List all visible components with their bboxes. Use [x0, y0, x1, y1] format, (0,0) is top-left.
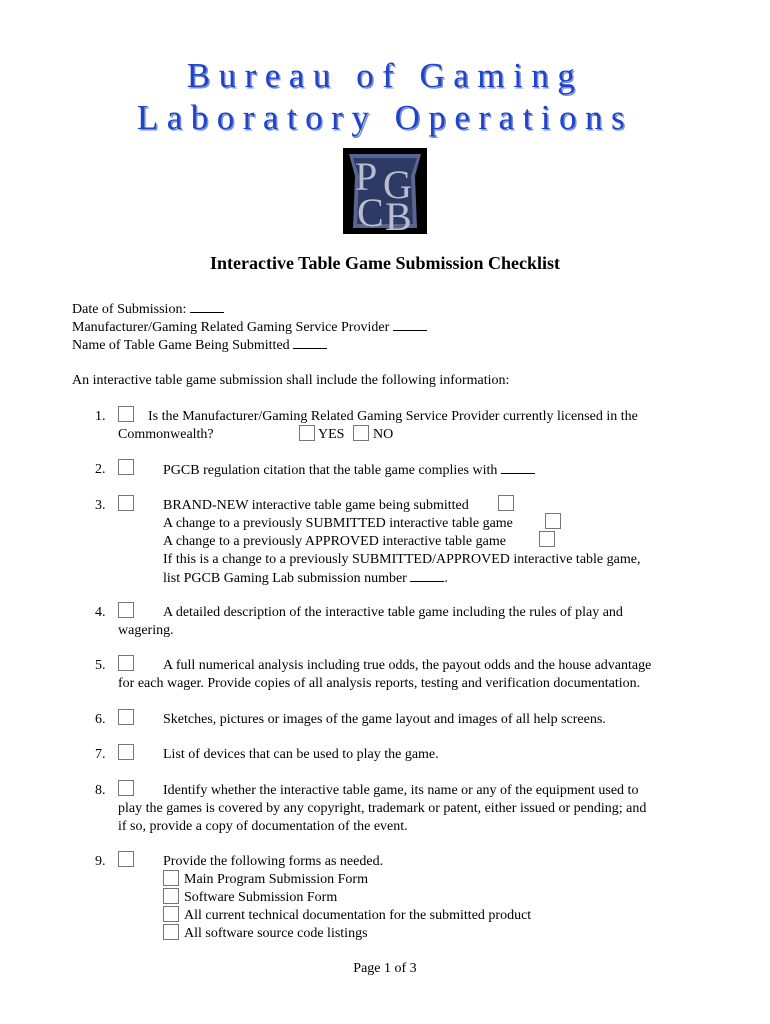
item-6-text: Sketches, pictures or images of the game layout and images of all help screens. — [163, 712, 606, 727]
item-1-text: Is the Manufacturer/Gaming Related Gaming Service Provider currently licensed in the — [148, 409, 638, 424]
item-number: 2. — [95, 462, 106, 477]
date-label: Date of Submission: — [72, 302, 187, 317]
item-number: 4. — [95, 605, 106, 620]
form-item: All software source code listings — [184, 926, 368, 941]
svg-text:C: C — [357, 190, 384, 234]
submission-number-blank[interactable] — [410, 569, 444, 582]
regulation-blank[interactable] — [501, 461, 535, 474]
item-number: 8. — [95, 783, 106, 798]
form-item: Main Program Submission Form — [184, 872, 368, 887]
software-form-checkbox[interactable] — [163, 888, 179, 904]
intro-text: An interactive table game submission shall include the following information: — [72, 373, 510, 388]
manufacturer-blank[interactable] — [393, 318, 427, 331]
item-number: 7. — [95, 747, 106, 762]
item-7-text: List of devices that can be used to play the game. — [163, 747, 439, 762]
submission-number-period: . — [444, 571, 448, 586]
item-4-text: A detailed description of the interactive table game including the rules of play and — [163, 605, 623, 620]
item-5-checkbox[interactable] — [118, 655, 134, 671]
change-note-text: If this is a change to a previously SUBMITTED/APPROVED interactive table game, — [163, 552, 641, 567]
item-5-text: A full numerical analysis including true odds, the payout odds and the house advantage — [163, 658, 652, 673]
item-number: 6. — [95, 712, 106, 727]
no-checkbox[interactable] — [353, 425, 369, 441]
submission-number-label: list PGCB Gaming Lab submission number — [163, 571, 407, 586]
item-4-checkbox[interactable] — [118, 602, 134, 618]
item-number: 3. — [95, 498, 106, 513]
manufacturer-label: Manufacturer/Gaming Related Gaming Service Provider — [72, 320, 390, 335]
laboratory-title: Laboratory Operations — [136, 98, 634, 137]
form-item: All current technical documentation for the submitted product — [184, 908, 532, 923]
checklist-title: Interactive Table Game Submission Checklist — [209, 253, 561, 273]
item-2-text — [163, 461, 535, 480]
item-9-text: Provide the following forms as needed. — [163, 854, 384, 869]
game-name-field — [72, 336, 327, 355]
item-9-checkbox[interactable] — [118, 851, 134, 867]
item-7-checkbox[interactable] — [118, 744, 134, 760]
item-8-checkbox[interactable] — [118, 780, 134, 796]
svg-text:P: P — [355, 154, 378, 199]
page-number: Page 1 of 3 — [353, 961, 417, 976]
item-8-text-cont: play the games is covered by any copyright, trademark or patent, either issued or pending; and — [118, 801, 647, 816]
item-3-checkbox[interactable] — [118, 495, 134, 511]
brand-new-checkbox[interactable] — [498, 495, 514, 511]
game-name-blank[interactable] — [293, 336, 327, 349]
no-label: NO — [373, 427, 394, 442]
yes-checkbox[interactable] — [299, 425, 315, 441]
item-2-checkbox[interactable] — [118, 459, 134, 475]
date-field — [72, 300, 224, 319]
svg-text:B: B — [385, 194, 412, 234]
brand-new-text: BRAND-NEW interactive table game being submitted — [163, 498, 469, 513]
svg-text:G: G — [383, 162, 412, 207]
yes-label: YES — [318, 427, 345, 442]
changed-submitted-text: A change to a previously SUBMITTED interactive table game — [163, 516, 513, 531]
date-blank[interactable] — [190, 300, 224, 313]
technical-docs-checkbox[interactable] — [163, 906, 179, 922]
main-program-form-checkbox[interactable] — [163, 870, 179, 886]
keystone-logo-icon — [343, 148, 427, 234]
bureau-title: Bureau of Gaming — [186, 56, 584, 95]
item-1-checkbox[interactable] — [118, 406, 134, 422]
item-4-text-cont: wagering. — [118, 623, 174, 638]
changed-approved-checkbox[interactable] — [539, 531, 555, 547]
item-2-label: PGCB regulation citation that the table game complies with — [163, 463, 498, 478]
game-name-label: Name of Table Game Being Submitted — [72, 338, 290, 353]
pgcb-logo — [343, 148, 427, 234]
changed-submitted-checkbox[interactable] — [545, 513, 561, 529]
changed-approved-text: A change to a previously APPROVED interactive table game — [163, 534, 506, 549]
item-number: 1. — [95, 409, 106, 424]
item-1-text-cont: Commonwealth? — [118, 427, 214, 442]
form-item: Software Submission Form — [184, 890, 338, 905]
item-8-text-cont2: if so, provide a copy of documentation of the event. — [118, 819, 408, 834]
item-number: 9. — [95, 854, 106, 869]
item-5-text-cont: for each wager. Provide copies of all analysis reports, testing and verification documentation. — [118, 676, 641, 691]
source-code-checkbox[interactable] — [163, 924, 179, 940]
submission-number-field — [163, 569, 448, 588]
item-number: 5. — [95, 658, 106, 673]
manufacturer-field — [72, 318, 427, 337]
item-6-checkbox[interactable] — [118, 709, 134, 725]
item-8-text: Identify whether the interactive table game, its name or any of the equipment used to — [163, 783, 639, 798]
